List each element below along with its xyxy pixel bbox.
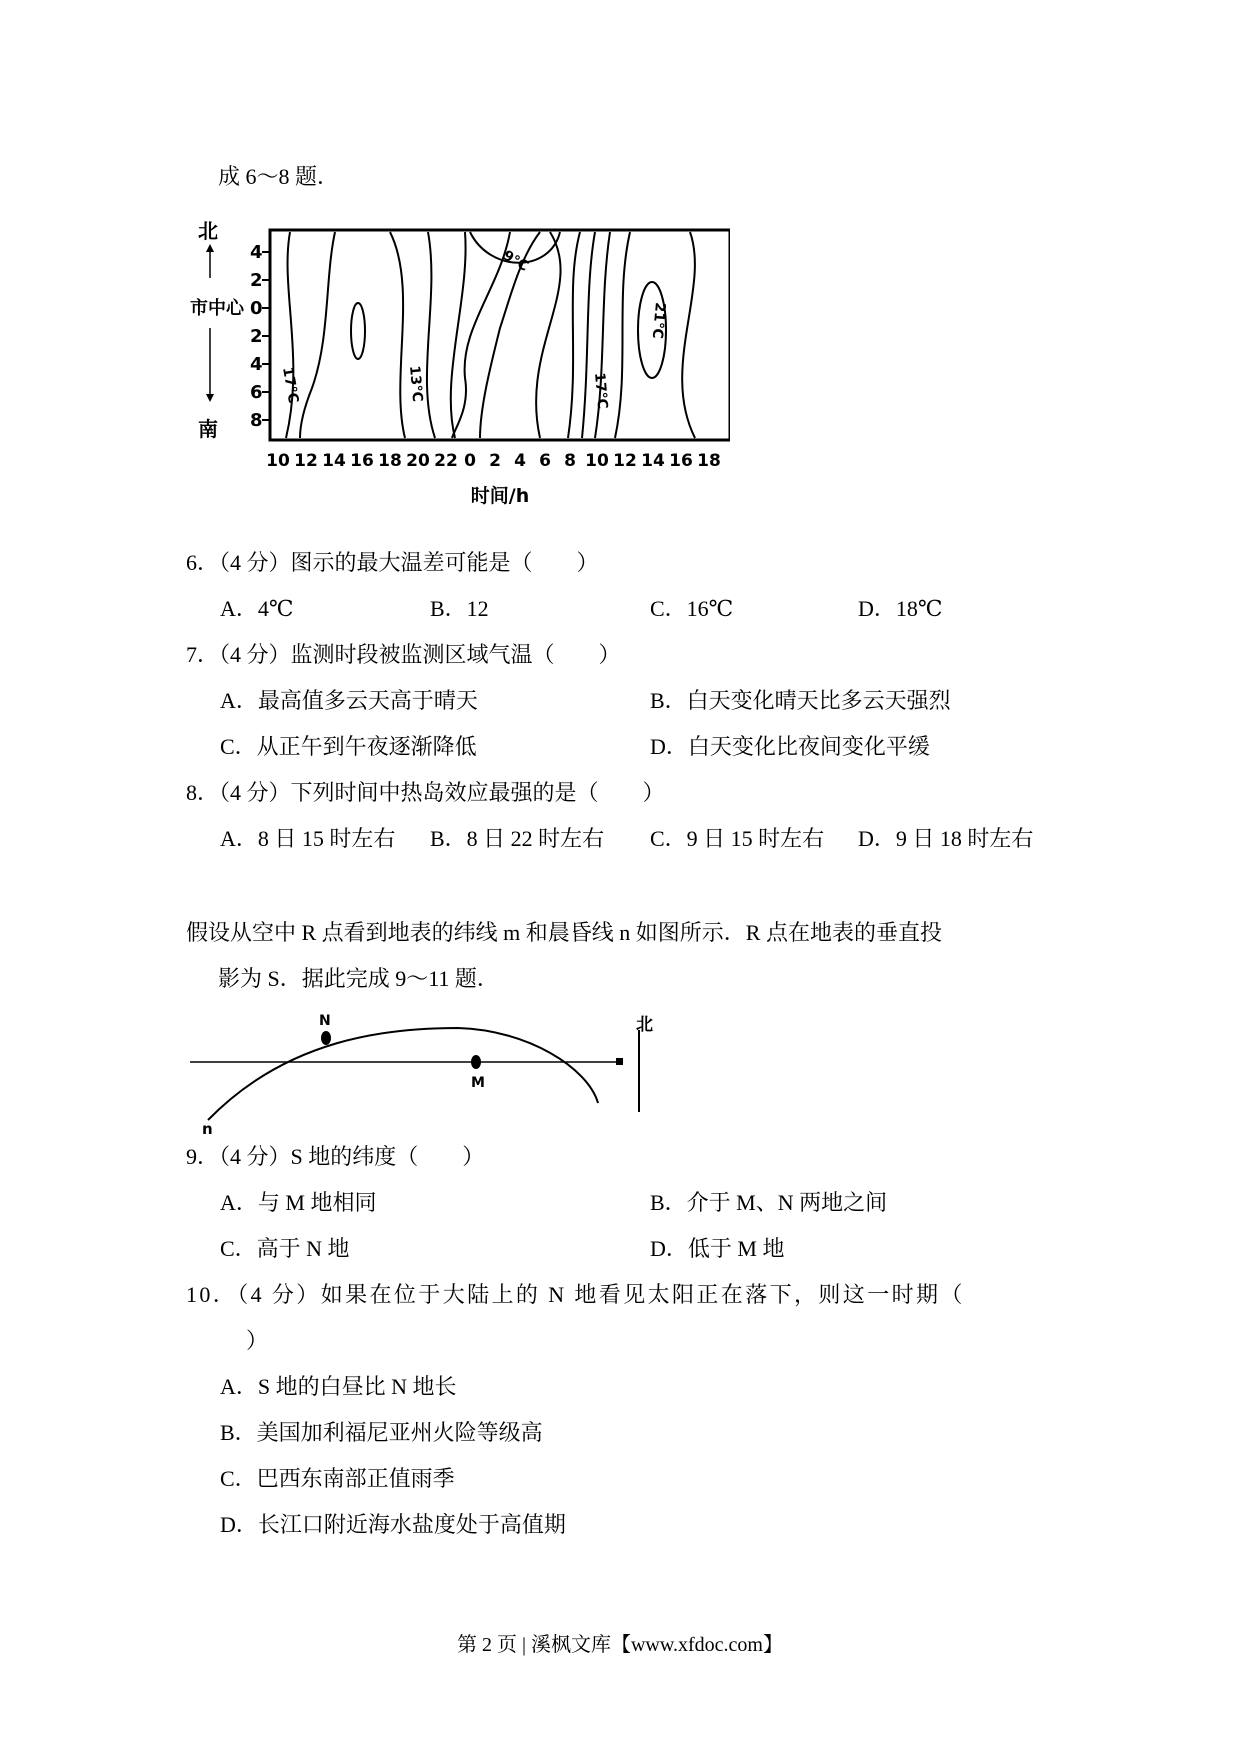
q8-option-a: A．8 日 15 时左右: [220, 826, 396, 851]
x-tick: 16: [669, 451, 693, 471]
q9-option-b: B．介于 M、N 两地之间: [650, 1190, 888, 1215]
fig1-south-label: 南: [198, 417, 218, 441]
q7-option-b: B．白天变化晴天比多云天强烈: [650, 688, 951, 713]
intro-text: 成 6～8 题．: [218, 164, 340, 189]
page-footer: 第 2 页 | 溪枫文库【www.xfdoc.com】: [456, 1634, 783, 1656]
fig1-x-label: 时间/h: [470, 485, 530, 507]
fig1-isotherms: [286, 232, 695, 438]
passage2-line2: 影为 S．据此完成 9～11 题．: [218, 966, 499, 991]
contour-label: 17℃: [591, 371, 611, 410]
x-tick: 0: [464, 451, 476, 471]
q9-option-a: A．与 M 地相同: [220, 1190, 377, 1215]
passage2-line1: 假设从空中 R 点看到地表的纬线 m 和晨昏线 n 如图所示．R 点在地表的垂直投: [186, 920, 942, 945]
isotherm-figure: [190, 218, 730, 518]
q7-option-d: D．白天变化比夜间变化平缓: [650, 734, 930, 759]
x-tick: 18: [378, 451, 402, 471]
label-N: N: [319, 1013, 331, 1029]
x-tick: 10: [266, 451, 290, 471]
q9-stem: 9．（4 分）S 地的纬度（ ）: [186, 1144, 485, 1169]
x-tick: 18: [697, 451, 721, 471]
q9-option-c: C．高于 N 地: [220, 1236, 350, 1261]
contour-label: 9℃: [500, 247, 532, 275]
x-tick: 22: [434, 451, 458, 471]
q8-option-b: B．8 日 22 时左右: [430, 826, 605, 851]
terminator-line-n: [208, 1028, 598, 1120]
contour-label: 17℃: [279, 365, 302, 405]
y-tick: 6: [250, 382, 263, 403]
terminator-figure: [188, 1008, 668, 1138]
q6-option-a: A．4℃: [220, 596, 294, 621]
x-tick: 14: [322, 451, 346, 471]
y-tick: 0: [250, 298, 263, 319]
contour-label: 21℃: [648, 301, 668, 340]
y-tick: 2: [250, 326, 263, 347]
x-tick: 20: [406, 451, 430, 471]
q10-option-b: B．美国加利福尼亚州火险等级高: [220, 1420, 543, 1445]
x-tick: 16: [350, 451, 374, 471]
q10-stem-line2: ）: [246, 1328, 269, 1353]
x-tick: 12: [294, 451, 318, 471]
q7-option-a: A．最高值多云天高于晴天: [220, 688, 478, 713]
y-tick: 2: [250, 270, 263, 291]
q6-option-b: B．12: [430, 596, 489, 621]
q8-option-d: D．9 日 18 时左右: [858, 826, 1034, 851]
y-tick: 8: [250, 410, 263, 431]
q10-option-d: D．长江口附近海水盐度处于高值期: [220, 1512, 566, 1537]
x-tick: 12: [613, 451, 637, 471]
fig1-x-ticks: [266, 451, 721, 471]
q6-option-d: D．18℃: [858, 596, 943, 621]
q7-option-c: C．从正午到午夜逐渐降低: [220, 734, 477, 759]
label-M: M: [471, 1075, 485, 1091]
contour-label: 13℃: [406, 364, 426, 403]
fig1-north-label: 北: [198, 219, 218, 243]
q6-stem: 6．（4 分）图示的最大温差可能是（ ）: [186, 550, 599, 575]
q8-option-c: C．9 日 15 时左右: [650, 826, 825, 851]
label-n: n: [202, 1120, 213, 1138]
x-tick: 14: [641, 451, 665, 471]
x-tick: 8: [564, 451, 576, 471]
y-tick: 4: [250, 354, 263, 375]
q7-stem: 7．（4 分）监测时段被监测区域气温（ ）: [186, 642, 621, 667]
x-tick: 10: [585, 451, 609, 471]
x-tick: 6: [539, 451, 551, 471]
q10-stem-line1: 10．（4 分）如果在位于大陆上的 N 地看见太阳正在落下，则这一时期（: [186, 1282, 965, 1307]
north-label: 北: [636, 1015, 653, 1035]
q8-stem: 8．（4 分）下列时间中热岛效应最强的是（ ）: [186, 780, 665, 805]
q6-option-c: C．16℃: [650, 596, 734, 621]
point-M: [471, 1055, 481, 1069]
y-tick: 4: [250, 242, 263, 263]
fig1-center-label: 市中心: [190, 298, 244, 319]
q10-option-c: C．巴西东南部正值雨季: [220, 1466, 455, 1491]
point-N: [321, 1031, 331, 1045]
fig1-y-ticks: [250, 242, 263, 431]
q10-option-a: A．S 地的白昼比 N 地长: [220, 1374, 457, 1399]
q9-option-d: D．低于 M 地: [650, 1236, 785, 1261]
x-tick: 2: [489, 451, 501, 471]
x-tick: 4: [514, 451, 526, 471]
